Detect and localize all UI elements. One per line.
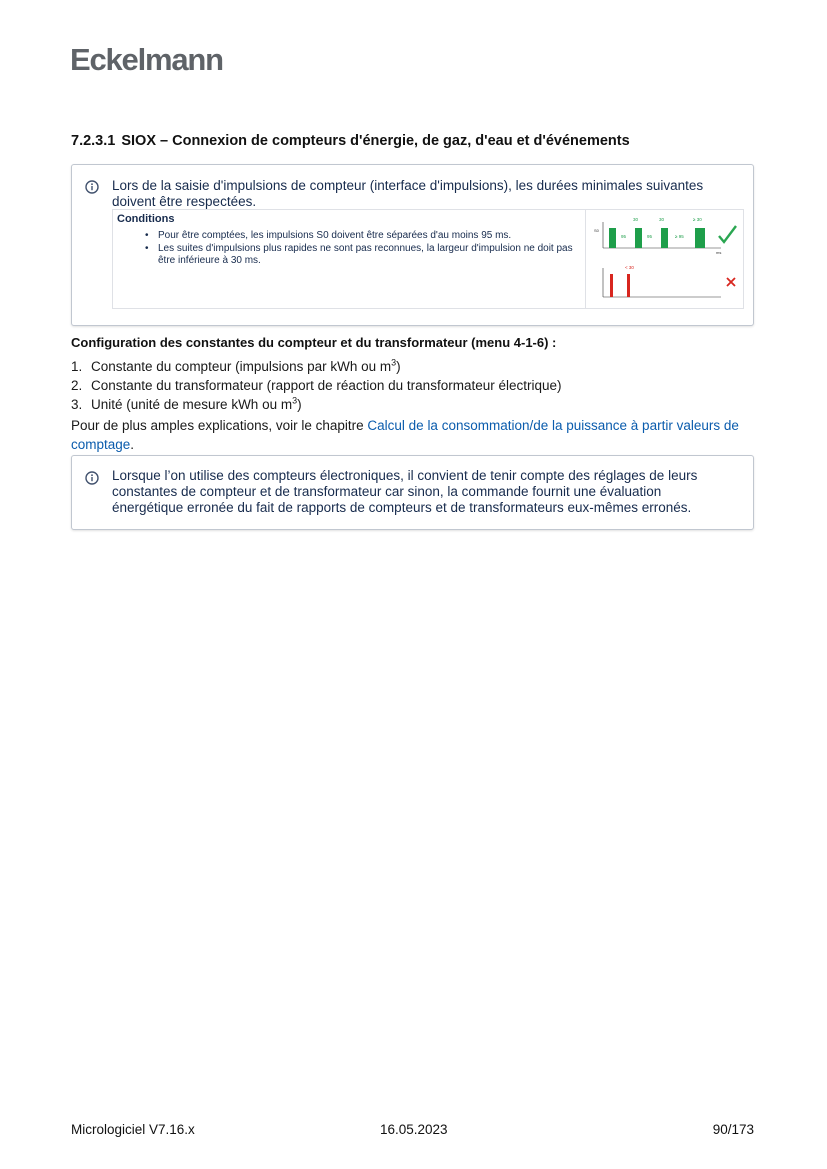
axis-label-x: ms xyxy=(716,250,722,255)
label-width: ≥ 30 xyxy=(693,217,702,222)
conditions-table xyxy=(112,209,744,309)
chapter-link[interactable]: Calcul de la consommation/de la puissance à partir valeurs de comptage xyxy=(71,418,739,452)
conditions-cell xyxy=(113,210,586,308)
info-panel-pulse-durations xyxy=(71,164,754,326)
label-width: 30 xyxy=(659,217,665,222)
conditions-title: Conditions xyxy=(117,213,175,225)
label-width: 30 xyxy=(633,217,639,222)
check-icon xyxy=(719,226,736,242)
logo: Eckelmann xyxy=(70,42,223,77)
valid-pulse xyxy=(695,228,705,248)
conditions-list xyxy=(145,230,585,268)
config-list xyxy=(71,357,562,414)
list-item: 3. Unité (unité de mesure kWh ou $m^3$) xyxy=(71,395,302,412)
explanation-paragraph: Pour de plus amples explications, voir le chapitre Calcul de la consommation/de la puissance à partir valeurs de comptage. xyxy=(71,418,739,452)
invalid-pulse xyxy=(627,274,630,297)
list-item: • Pour être comptées, les impulsions S0 doivent être séparées d'au moins 95 ms. xyxy=(145,230,585,243)
footer-page-number: 90/173 xyxy=(712,1122,754,1137)
valid-pulse xyxy=(609,228,616,248)
cross-icon xyxy=(727,278,735,286)
label-gap: ≥ 95 xyxy=(675,234,684,239)
label-gap: 95 xyxy=(621,234,627,239)
section-title: SIOX – Connexion de compteurs d'énergie, de gaz, d'eau et d'événements xyxy=(121,133,630,149)
valid-pulse xyxy=(635,228,642,248)
label-gap: 95 xyxy=(647,234,653,239)
info-panel-electronic-meters xyxy=(71,455,754,530)
list-item: • Les suites d'impulsions plus rapides ne sont pas reconnues, la largeur d'impulsion ne doit pas être inférieure à 30 ms. xyxy=(145,243,585,268)
info-panel-text: Lors de la saisie d'impulsions de compteur (interface d'impulsions), les durées minimales suivantes doivent être respectées. xyxy=(112,178,704,209)
footer-version: Micrologiciel V7.16.x xyxy=(71,1122,195,1137)
info-panel-text: Lorsque l’on utilise des compteurs électroniques, il convient de tenir compte des réglages de leurs constantes de compteur et de transformateur car sinon, la commande fournit une évaluation énergétique erronée du fait de rapports de compteurs et de transformateurs eux-mêmes erronés. xyxy=(112,468,698,515)
info-icon xyxy=(85,471,99,485)
footer-date: 16.05.2023 xyxy=(380,1122,448,1137)
section-heading xyxy=(71,133,630,149)
label-invalid: < 30 xyxy=(625,265,634,270)
list-item: 1. Constante du compteur (impulsions par kWh ou $m^3$) xyxy=(71,357,401,374)
list-item: 2. Constante du transformateur (rapport de réaction du transformateur électrique) xyxy=(71,378,562,393)
invalid-pulse xyxy=(610,274,613,297)
section-number: 7.2.3.1 xyxy=(71,133,116,149)
valid-pulse xyxy=(661,228,668,248)
config-heading: Configuration des constantes du compteur et du transformateur (menu 4-1-6) : xyxy=(71,335,557,350)
info-icon xyxy=(85,180,99,194)
axis-label-y: S0 xyxy=(594,228,599,233)
pulse-timing-diagram xyxy=(591,212,741,307)
